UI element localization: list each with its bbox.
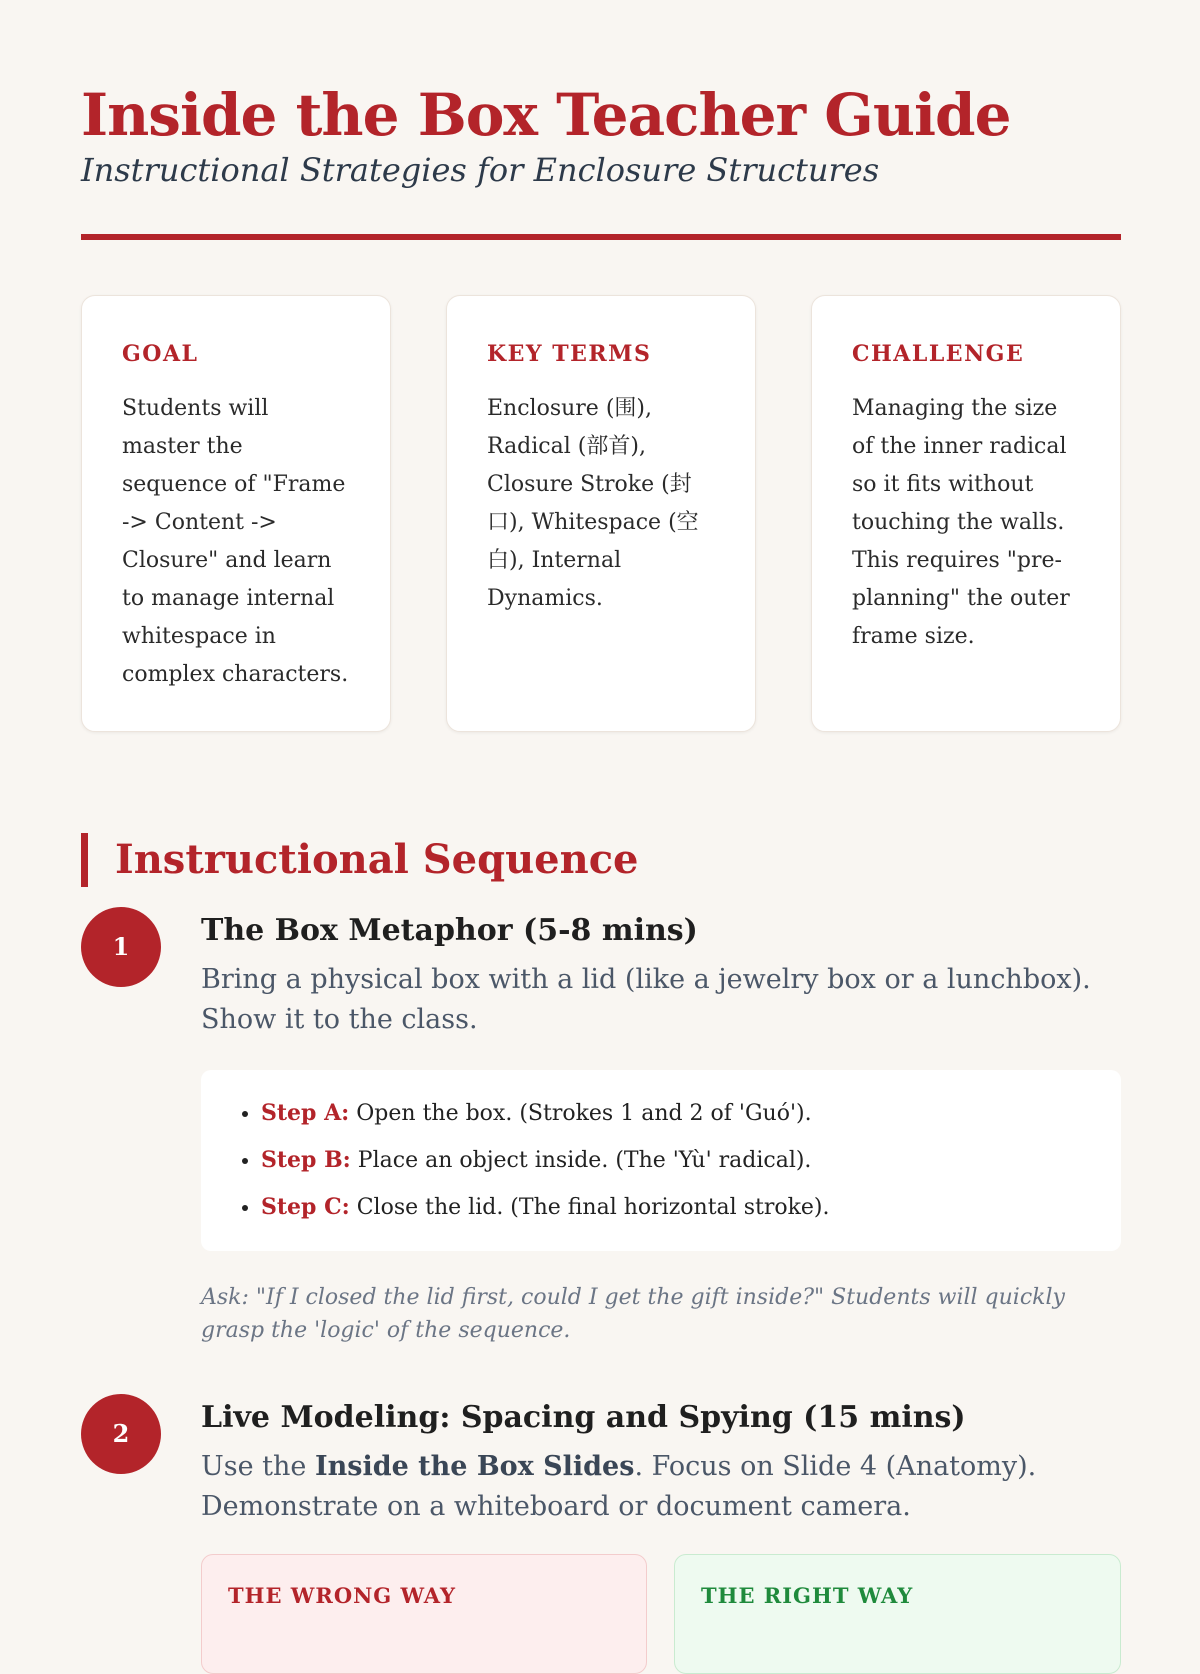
key-terms-card-title: KEY TERMS — [487, 341, 652, 367]
step-1-number-badge: 1 — [81, 907, 161, 987]
right-way-title: THE RIGHT WAY — [701, 1583, 914, 1608]
substep-label: Step A: — [261, 1100, 350, 1126]
key-terms-card — [446, 295, 756, 732]
step-2-description — [201, 1447, 1121, 1527]
section-heading-instructional-sequence: Instructional Sequence — [81, 833, 639, 887]
page-title: Inside the Box Teacher Guide — [81, 81, 1011, 149]
page-subtitle: Instructional Strategies for Enclosure Structures — [81, 151, 880, 189]
substep-item-b — [261, 1137, 1091, 1184]
wrong-way-panel — [201, 1554, 647, 1674]
substep-text: Open the box. (Strokes 1 and 2 of 'Guó'). — [349, 1101, 812, 1126]
step-2-title: Live Modeling: Spacing and Spying (15 mins) — [201, 1400, 966, 1435]
substep-text: Place an object inside. (The 'Yù' radical). — [350, 1148, 812, 1173]
header-divider — [81, 234, 1121, 240]
slides-reference: Inside the Box Slides — [314, 1451, 635, 1482]
challenge-card — [811, 295, 1121, 732]
step-2-description-start: Use the — [201, 1451, 315, 1482]
step-2 — [201, 1397, 1121, 1527]
substep-text: Close the lid. (The final horizontal stroke). — [349, 1195, 830, 1220]
challenge-card-title: CHALLENGE — [852, 341, 1025, 367]
step-1-description: Bring a physical box with a lid (like a jewelry box or a lunchbox). Show it to the class. — [201, 964, 1091, 1035]
goal-card-body: Students will master the sequence of "Frame -> Content -> Closure" and learn to manage internal whitespace in complex characters. — [122, 396, 349, 687]
step-2-number-badge: 2 — [81, 1394, 161, 1474]
right-way-panel — [674, 1554, 1121, 1674]
goal-card-title: GOAL — [122, 341, 199, 367]
substep-item-c — [261, 1184, 1091, 1231]
challenge-card-body: Managing the size of the inner radical so it fits without touching the walls. This requires "pre-planning" the outer frame size. — [852, 396, 1070, 649]
step-1-teacher-note: Ask: "If I closed the lid first, could I get the gift inside?" Students will quickly grasp the 'logic' of the sequence. — [201, 1285, 1065, 1343]
step-1-substeps-list — [201, 1070, 1121, 1251]
goal-card — [81, 295, 391, 732]
substep-label: Step B: — [261, 1147, 351, 1173]
wrong-way-title: THE WRONG WAY — [228, 1583, 457, 1608]
step-1-title: The Box Metaphor (5-8 mins) — [201, 913, 698, 948]
substep-label: Step C: — [261, 1194, 350, 1220]
substep-item-a — [261, 1090, 1091, 1137]
step-2-description-end: . Focus on Slide 4 (Anatomy). Demonstrate on a whiteboard or document camera. — [201, 1451, 1037, 1522]
key-terms-card-body: Enclosure (围), Radical (部首), Closure Stroke (封口), Whitespace (空白), Internal Dynamics. — [487, 396, 699, 611]
step-1 — [201, 910, 1121, 1347]
